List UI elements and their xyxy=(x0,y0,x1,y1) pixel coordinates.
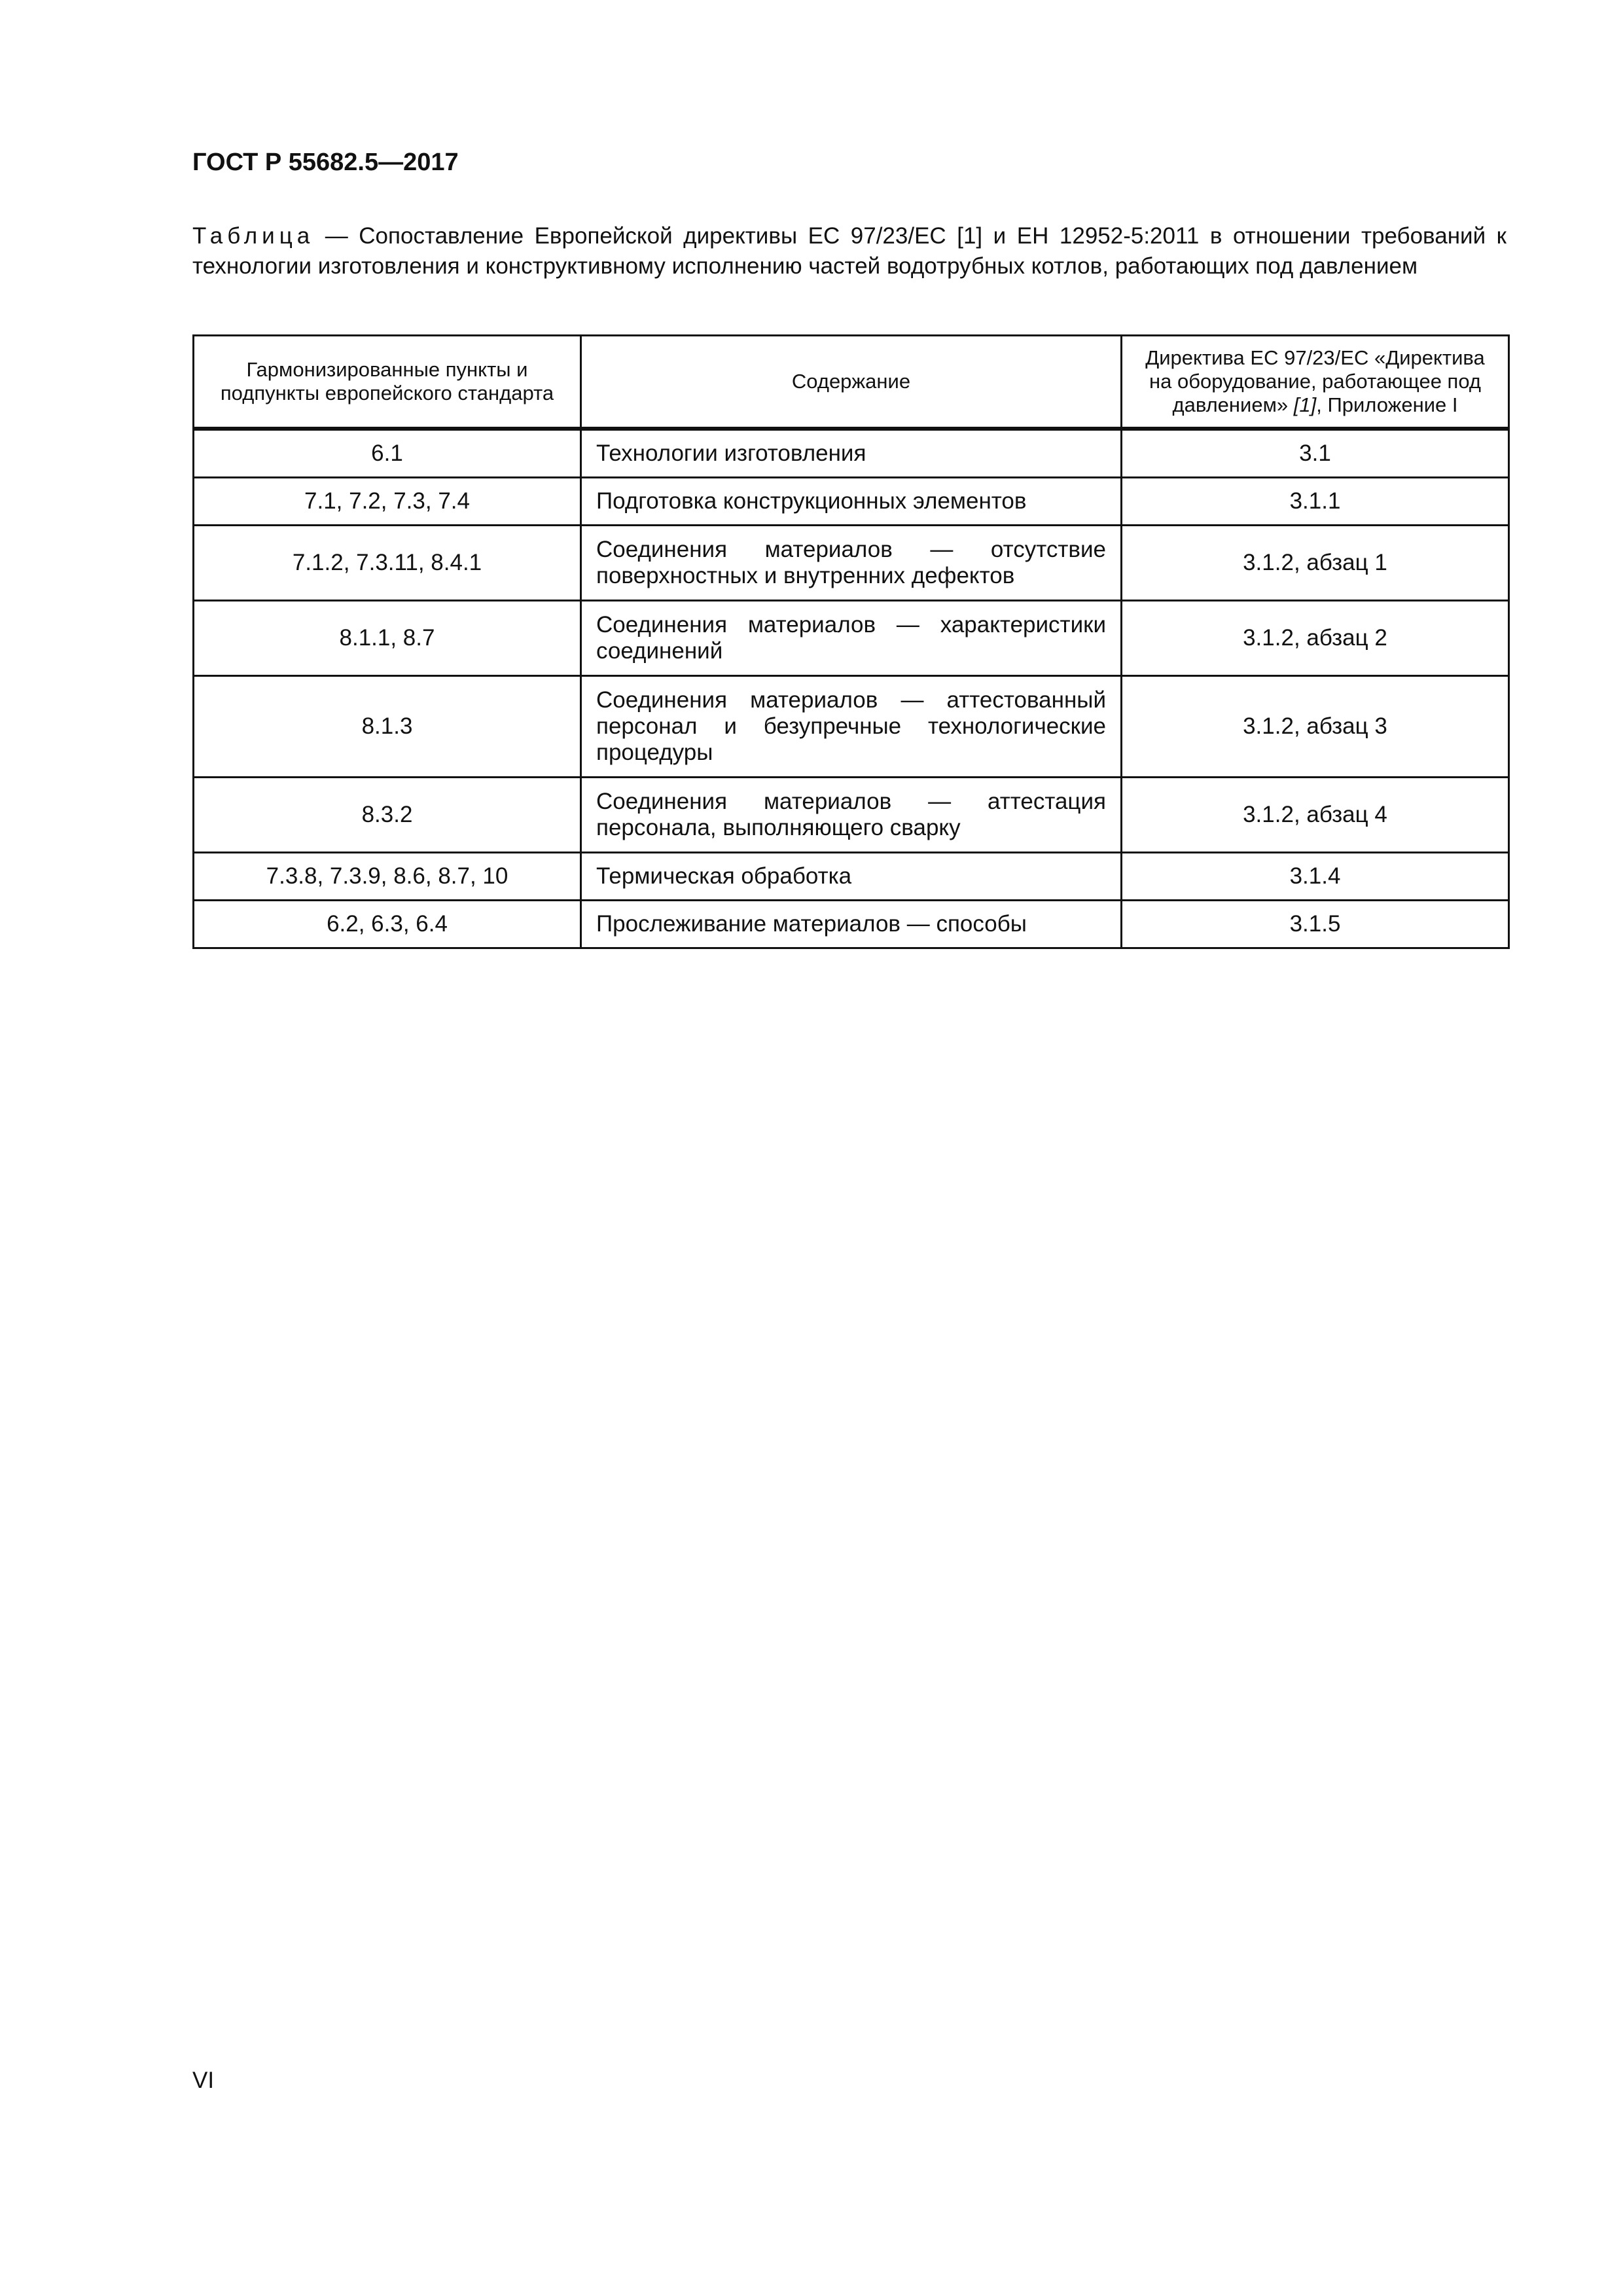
cell-content: Соединения материалов — аттестация персонала, выполняющего сварку xyxy=(581,778,1122,853)
cell-clauses: 6.2, 6.3, 6.4 xyxy=(194,901,581,948)
cell-clauses: 7.3.8, 7.3.9, 8.6, 8.7, 10 xyxy=(194,853,581,901)
table-caption xyxy=(192,221,1507,281)
table-caption-text: — Сопоставление Европейской директивы ЕС 97/23/ЕС [1] и ЕН 12952-5:2011 в отношении требований к технологии изготовления и конструктивному исполнению частей водотрубных котлов, работающих под давлением xyxy=(192,223,1507,279)
cell-clauses: 8.1.1, 8.7 xyxy=(194,601,581,676)
cell-content: Прослеживание материалов — способы xyxy=(581,901,1122,948)
cell-content: Соединения материалов — отсутствие поверхностных и внутренних дефектов xyxy=(581,526,1122,601)
table-row xyxy=(194,778,1509,853)
page-number: VI xyxy=(192,2068,215,2093)
cell-clauses: 8.3.2 xyxy=(194,778,581,853)
cell-content: Технологии изготовления xyxy=(581,429,1122,478)
table-header-row xyxy=(194,336,1509,429)
table-row xyxy=(194,676,1509,778)
cell-directive: 3.1.5 xyxy=(1122,901,1509,948)
header-content: Содержание xyxy=(581,336,1122,429)
header-clauses: Гармонизированные пункты и подпункты европейского стандарта xyxy=(194,336,581,429)
cell-clauses: 7.1.2, 7.3.11, 8.4.1 xyxy=(194,526,581,601)
header-directive-text: Директива ЕС 97/23/ЕС «Директива на оборудование, работающее под давлением» xyxy=(1145,346,1485,416)
table-row xyxy=(194,853,1509,901)
cell-content: Термическая обработка xyxy=(581,853,1122,901)
table-row xyxy=(194,429,1509,478)
cell-clauses: 6.1 xyxy=(194,429,581,478)
cell-content: Соединения материалов — характеристики соединений xyxy=(581,601,1122,676)
table-row xyxy=(194,526,1509,601)
cell-clauses: 7.1, 7.2, 7.3, 7.4 xyxy=(194,478,581,526)
table-row xyxy=(194,901,1509,948)
table-row xyxy=(194,478,1509,526)
table-caption-label: Таблица xyxy=(192,223,315,249)
header-directive xyxy=(1122,336,1509,429)
cell-directive: 3.1.4 xyxy=(1122,853,1509,901)
header-directive-annex: , Приложение I xyxy=(1316,393,1458,416)
table-row xyxy=(194,601,1509,676)
cell-clauses: 8.1.3 xyxy=(194,676,581,778)
header-directive-reference: [1] xyxy=(1293,393,1317,416)
document-code: ГОСТ Р 55682.5—2017 xyxy=(192,149,459,176)
cell-directive: 3.1.1 xyxy=(1122,478,1509,526)
cell-content: Соединения материалов — аттестованный персонал и безупречные технологические процедуры xyxy=(581,676,1122,778)
cell-directive: 3.1.2, абзац 4 xyxy=(1122,778,1509,853)
cell-directive: 3.1.2, абзац 1 xyxy=(1122,526,1509,601)
cell-directive: 3.1 xyxy=(1122,429,1509,478)
cell-directive: 3.1.2, абзац 3 xyxy=(1122,676,1509,778)
cell-content: Подготовка конструкционных элементов xyxy=(581,478,1122,526)
cell-directive: 3.1.2, абзац 2 xyxy=(1122,601,1509,676)
comparison-table xyxy=(192,334,1510,949)
